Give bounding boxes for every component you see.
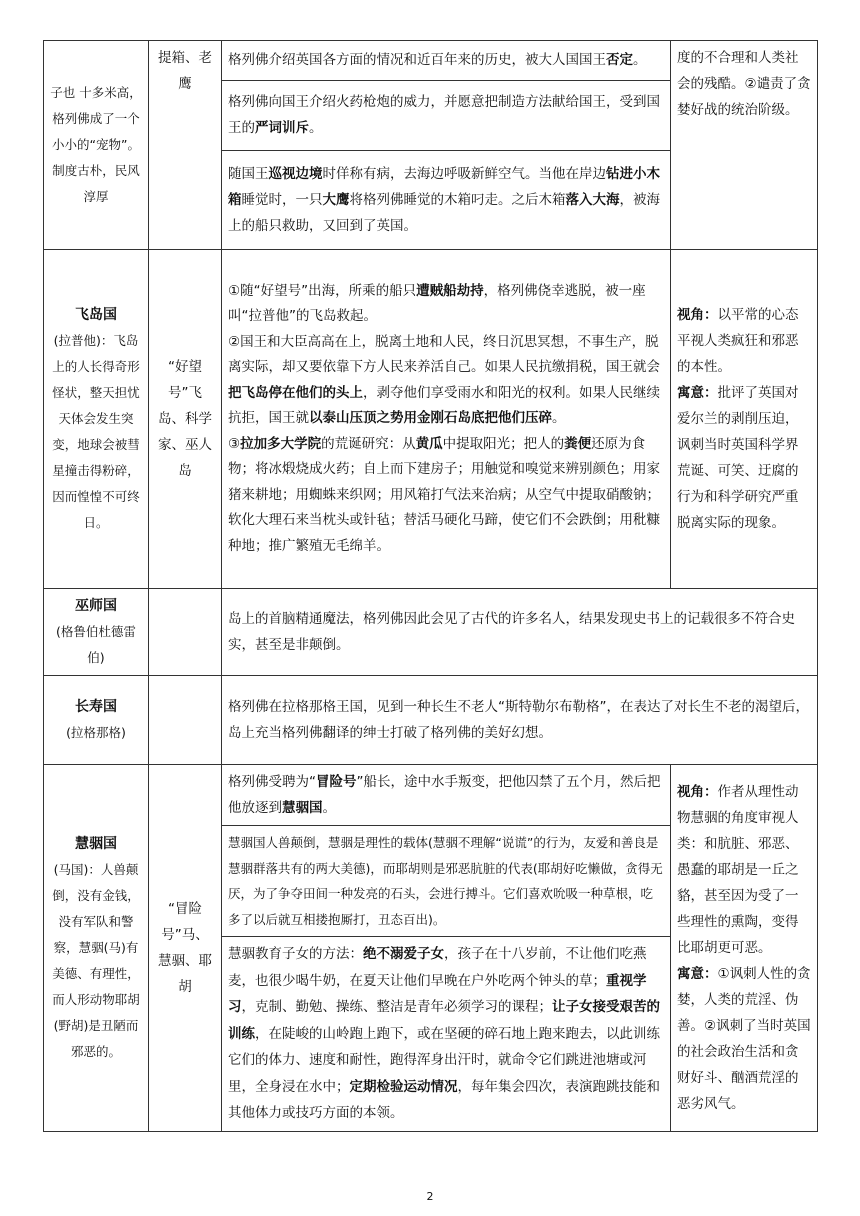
event-keyword: 粪便 — [564, 435, 592, 452]
event-text: 慧骃教育子女的方法： — [228, 946, 363, 962]
event-keyword: 遭贼船劫持 — [416, 282, 484, 299]
country-description: (拉格那格) — [66, 725, 126, 740]
event-text: 。 — [322, 800, 336, 816]
figures-cell — [149, 765, 222, 1132]
event-paragraph — [228, 330, 664, 432]
country-name: 飞岛国 — [75, 307, 117, 323]
figures-cell — [149, 589, 222, 676]
country-name: 长寿国 — [75, 699, 117, 715]
table-row — [44, 41, 818, 81]
event-text: 。 — [309, 120, 323, 137]
page-number: 2 — [426, 1190, 434, 1203]
event-text: 时佯称有病，去海边呼吸新鲜空气。当他在岸边 — [322, 165, 606, 182]
figures-text: “冒险号”马、慧骃、耶胡 — [158, 900, 212, 995]
view-label: 视角： — [677, 783, 718, 800]
event-text: 岛上的首脑精通魔法，格列佛因此会见了古代的许多名人，结果发现史书上的记载很多不符合史实，甚至是非颠倒。 — [228, 611, 795, 653]
event-text: ，剥夺他们享受雨水和阳光的权利。如果人民继续抗拒，国王就 — [228, 384, 660, 427]
event-paragraph — [228, 279, 664, 330]
event-keyword: 巡视边境 — [268, 165, 323, 182]
event-cell — [222, 80, 671, 150]
event-paragraph — [228, 432, 664, 560]
meaning-text: ①讽刺人性的贪婪，人类的荒淫、伪善。②讽刺了当时英国的社会政治生活和贪财好斗、酗酒荒淫的恶劣风气。 — [677, 965, 811, 1112]
event-keyword: 慧骃国 — [282, 800, 323, 816]
event-text: 慧骃国人兽颠倒，慧骃是理性的载体(慧骃不理解“说谎”的行为，友爱和善良是慧骃群落共有的两大美德)，而耶胡则是邪恶肮脏的代表(耶胡好吃懒做，贪得无厌，为了争夺田间一种发亮的石头，会进行搏斗。它们喜欢吮吸一种草根，吃多了以后就互相搂抱厮打，丑态百出)。 — [228, 835, 663, 927]
figures-text: 提箱、老鹰 — [158, 50, 212, 92]
event-text: 的荒诞研究：从 — [321, 435, 416, 452]
event-cell — [222, 937, 671, 1132]
event-keyword: 冒险号 — [316, 774, 357, 790]
country-cell — [44, 676, 149, 765]
event-cell — [222, 765, 671, 826]
meaning-block — [677, 961, 811, 1117]
event-keyword: 落入大海 — [565, 191, 620, 208]
event-cell — [222, 826, 671, 937]
event-text: 格列佛介绍英国各方面的情况和近百年来的历史，被大人国国王 — [228, 52, 606, 69]
summary-table — [43, 40, 818, 1132]
event-text: ”船长，途中水手叛变，把他囚禁了五个月，然后把他放逐到 — [228, 774, 661, 816]
event-text: ，每年集会四次，表演跑跳技能和其他体力或技巧方面的本领。 — [228, 1078, 660, 1121]
event-text: 中提取阳光；把人的 — [442, 435, 565, 452]
table-row — [44, 589, 818, 676]
event-keyword: 绝不溺爱子女 — [363, 946, 444, 962]
country-cell — [44, 765, 149, 1132]
event-text: 还原为食物；将冰煅烧成火药；自上而下建房子；用触觉和嗅觉来辨别颜色；用家猪来耕地；用蜘蛛来织网；用风箱打气法来治病；从空气中提取硝酸钠；软化大理石来当枕头或针毡；替活马硬化马蹄，使它们不会跌倒；用秕糠种地；推广繁殖无毛绵羊。 — [228, 435, 660, 554]
event-text: ③ — [228, 435, 241, 452]
event-text: 。 — [633, 52, 647, 69]
meaning-cell — [671, 765, 818, 1132]
country-description: (拉普他)：飞岛上的人长得奇形怪状，整天担忧天体会发生突变，地球会被彗星撞击得粉碎，因而惶惶不可终日。 — [52, 333, 140, 530]
meaning-label: 寓意： — [677, 965, 718, 982]
figures-cell — [149, 250, 222, 589]
event-keyword: 否定 — [606, 52, 633, 69]
event-keyword: 把飞岛停在他们的头上 — [228, 384, 363, 401]
view-block — [677, 302, 811, 380]
event-text: 格列佛向国王介绍火药枪炮的威力，并愿意把制造方法献给国王，受到国王的 — [228, 94, 660, 137]
event-text: 格列佛在拉格那格王国，见到一种长生不老人“斯特勒尔布勒格”，在表达了对长生不老的渴望后，岛上充当格列佛翻译的绅士打破了格列佛的美好幻想。 — [228, 699, 809, 741]
country-description: 子也 十多米高，格列佛成了一个小小的“宠物”。制度古朴，民风淳厚 — [50, 85, 142, 204]
figures-cell — [149, 41, 222, 250]
view-text: 作者从理性动物慧骃的角度审视人类：和肮脏、邪恶、愚蠢的耶胡是一丘之貉，甚至因为受了一些理性的熏陶，变得比耶胡更可恶。 — [677, 783, 799, 956]
event-cell — [222, 589, 818, 676]
event-keyword: 重视学习 — [228, 972, 647, 1015]
event-keyword: 钻进小木箱 — [228, 165, 660, 208]
event-text: 格列佛受聘为“ — [228, 774, 316, 790]
event-keyword: 以泰山压顶之势用金刚石岛底把他们压碎 — [309, 410, 552, 427]
event-keyword: 拉加多大学院 — [240, 435, 322, 452]
country-name: 慧骃国 — [75, 835, 117, 852]
figures-text: “好望号”飞岛、科学家、巫人岛 — [158, 359, 212, 479]
event-text: ，在陡峻的山岭跑上跑下，或在坚硬的碎石地上跑来跑去，以此训练它们的体力、速度和耐性，跑得浑身出汗时，就命令它们跳进池塘或河里，全身浸在水中； — [228, 1025, 660, 1095]
event-cell — [222, 676, 818, 765]
event-text: 睡觉时，一只 — [241, 191, 323, 208]
country-description: (格鲁伯杜德雷伯) — [56, 624, 136, 665]
view-label: 视角： — [677, 307, 718, 323]
event-keyword: 让子女接受艰苦的训练 — [228, 999, 660, 1042]
event-keyword: 定期检验运动情况 — [349, 1078, 458, 1095]
event-text: ，格列佛侥幸逃脱，被一座叫“拉普他”的飞岛救起。 — [228, 282, 646, 325]
event-keyword: 黄瓜 — [415, 435, 443, 452]
event-keyword: 严词训斥 — [255, 120, 309, 137]
event-cell — [222, 41, 671, 81]
country-description: (马国)：人兽颠倒，没有金钱，没有军队和警察，慧骃(马)有美德、有理性，而人形动物耶胡(野胡)是丑陋而邪恶的。 — [52, 861, 140, 1059]
event-text: 随国王 — [228, 165, 269, 182]
meaning-cell — [671, 41, 818, 250]
event-text: ①随“好望号”出海，所乘的船只 — [228, 282, 417, 299]
event-keyword: 大鹰 — [322, 191, 350, 208]
event-cell — [222, 250, 671, 589]
table-row — [44, 250, 818, 589]
country-cell — [44, 41, 149, 250]
event-text: ，孩子在十八岁前，不让他们吃燕麦，也很少喝牛奶，在夏天让他们早晚在户外吃两个钟头的草； — [228, 946, 647, 989]
view-block — [677, 779, 811, 961]
meaning-text: 批评了英国对爱尔兰的剥削压迫，讽刺当时英国科学界荒诞、可笑、迂腐的行为和科学研究严重脱离实际的现象。 — [677, 385, 799, 531]
table-row — [44, 765, 818, 826]
figures-cell — [149, 676, 222, 765]
table-row — [44, 676, 818, 765]
event-cell — [222, 150, 671, 249]
meaning-block — [677, 380, 811, 536]
event-text: ，克制、勤勉、操练、整洁是青年必须学习的课程； — [241, 999, 552, 1015]
meaning-cell — [671, 250, 818, 589]
event-text: ，被海上的船只救助，又回到了英国。 — [228, 191, 660, 234]
event-text: 。 — [552, 410, 566, 427]
event-text: ②国王和大臣高高在上，脱离土地和人民，终日沉思冥想，不事生产，脱离实际，却又要依靠下方人民来养活自己。如果人民抗缴捐税，国王就会 — [228, 333, 660, 376]
view-text: 以平常的心态平视人类疯狂和邪恶的本性。 — [677, 307, 799, 375]
country-name: 巫师国 — [75, 598, 117, 614]
meaning-label: 寓意： — [677, 385, 718, 401]
country-cell — [44, 589, 149, 676]
country-cell — [44, 250, 149, 589]
event-text: 将格列佛睡觉的木箱叼走。之后木箱 — [349, 191, 566, 208]
meaning-text: 度的不合理和人类社会的残酷。②谴责了贪婪好战的统治阶级。 — [677, 50, 811, 118]
